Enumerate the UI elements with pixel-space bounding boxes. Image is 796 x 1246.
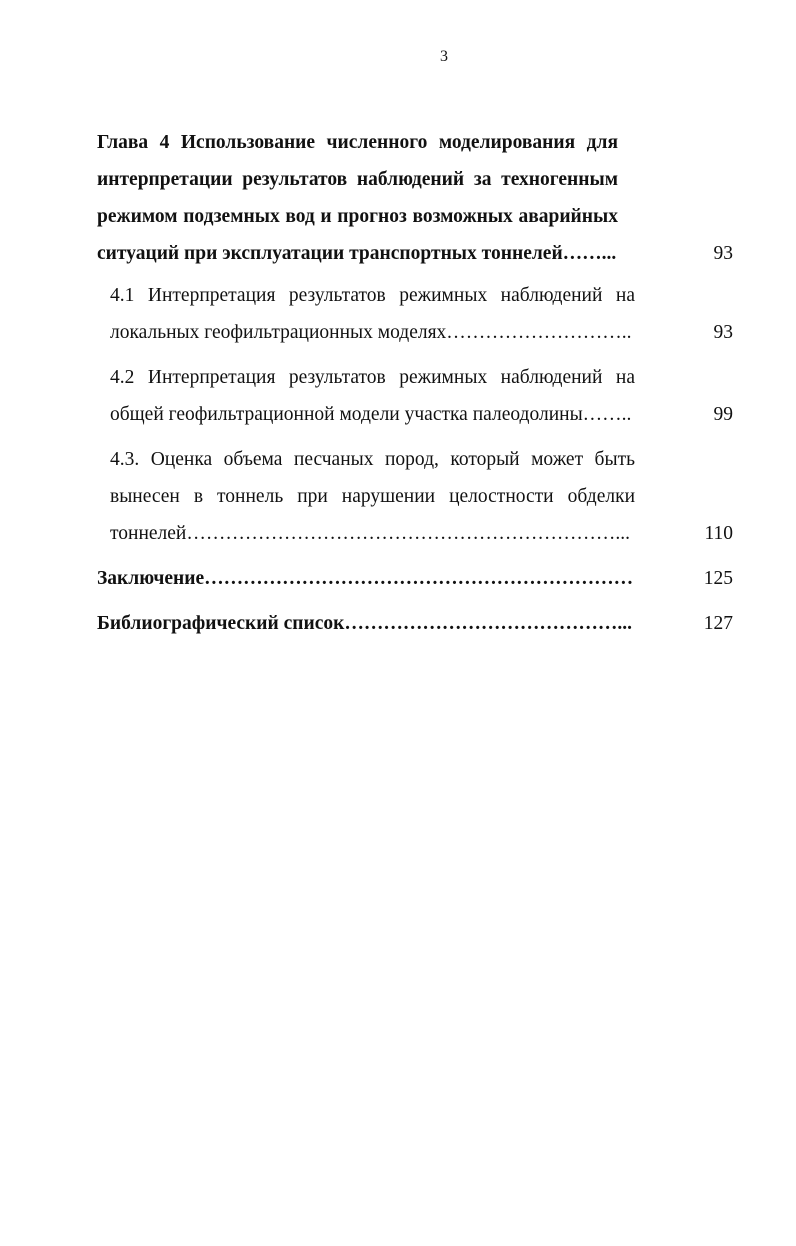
toc-entry-title: Библиографический список……………………………………... — [97, 613, 633, 634]
page-number: 3 — [440, 48, 448, 65]
toc-entry-page: 93 — [713, 243, 733, 264]
toc-entry-title: 4.1 Интерпретация результатов режимных наблюдений на локальных геофильтрационных моделях……………………….. — [110, 285, 635, 343]
toc-entry-title: 4.3. Оценка объема песчаных пород, который может быть вынесен в тоннель при нарушении целостности обделки тоннелей…………………………………………………………... — [110, 449, 635, 544]
toc-entry-page: 110 — [704, 523, 733, 544]
toc-entry-page: 127 — [703, 613, 733, 634]
toc-entry-title: Заключение………………………………………………………… — [97, 568, 634, 589]
toc-entry-page: 99 — [713, 404, 733, 425]
toc-entry-section-4-1 — [97, 277, 733, 351]
toc-entry-page: 125 — [703, 568, 733, 589]
toc-entry-chapter-4 — [97, 124, 733, 272]
toc-entry-section-4-3 — [97, 441, 733, 552]
toc-entry-title: Глава 4 Использование численного моделирования для интерпретации результатов наблюдений за техногенным режимом подземных вод и прогноз возможных аварийных ситуаций при эксплуатации транспортных тоннелей……... — [97, 132, 618, 264]
toc-entry-conclusion — [97, 560, 733, 597]
toc-entry-bibliography — [97, 605, 733, 642]
toc-entry-title: 4.2 Интерпретация результатов режимных наблюдений на общей геофильтрационной модели участка палеодолины…….. — [110, 367, 635, 425]
toc-entry-page: 93 — [713, 322, 733, 343]
table-of-contents — [97, 124, 733, 642]
toc-entry-section-4-2 — [97, 359, 733, 433]
